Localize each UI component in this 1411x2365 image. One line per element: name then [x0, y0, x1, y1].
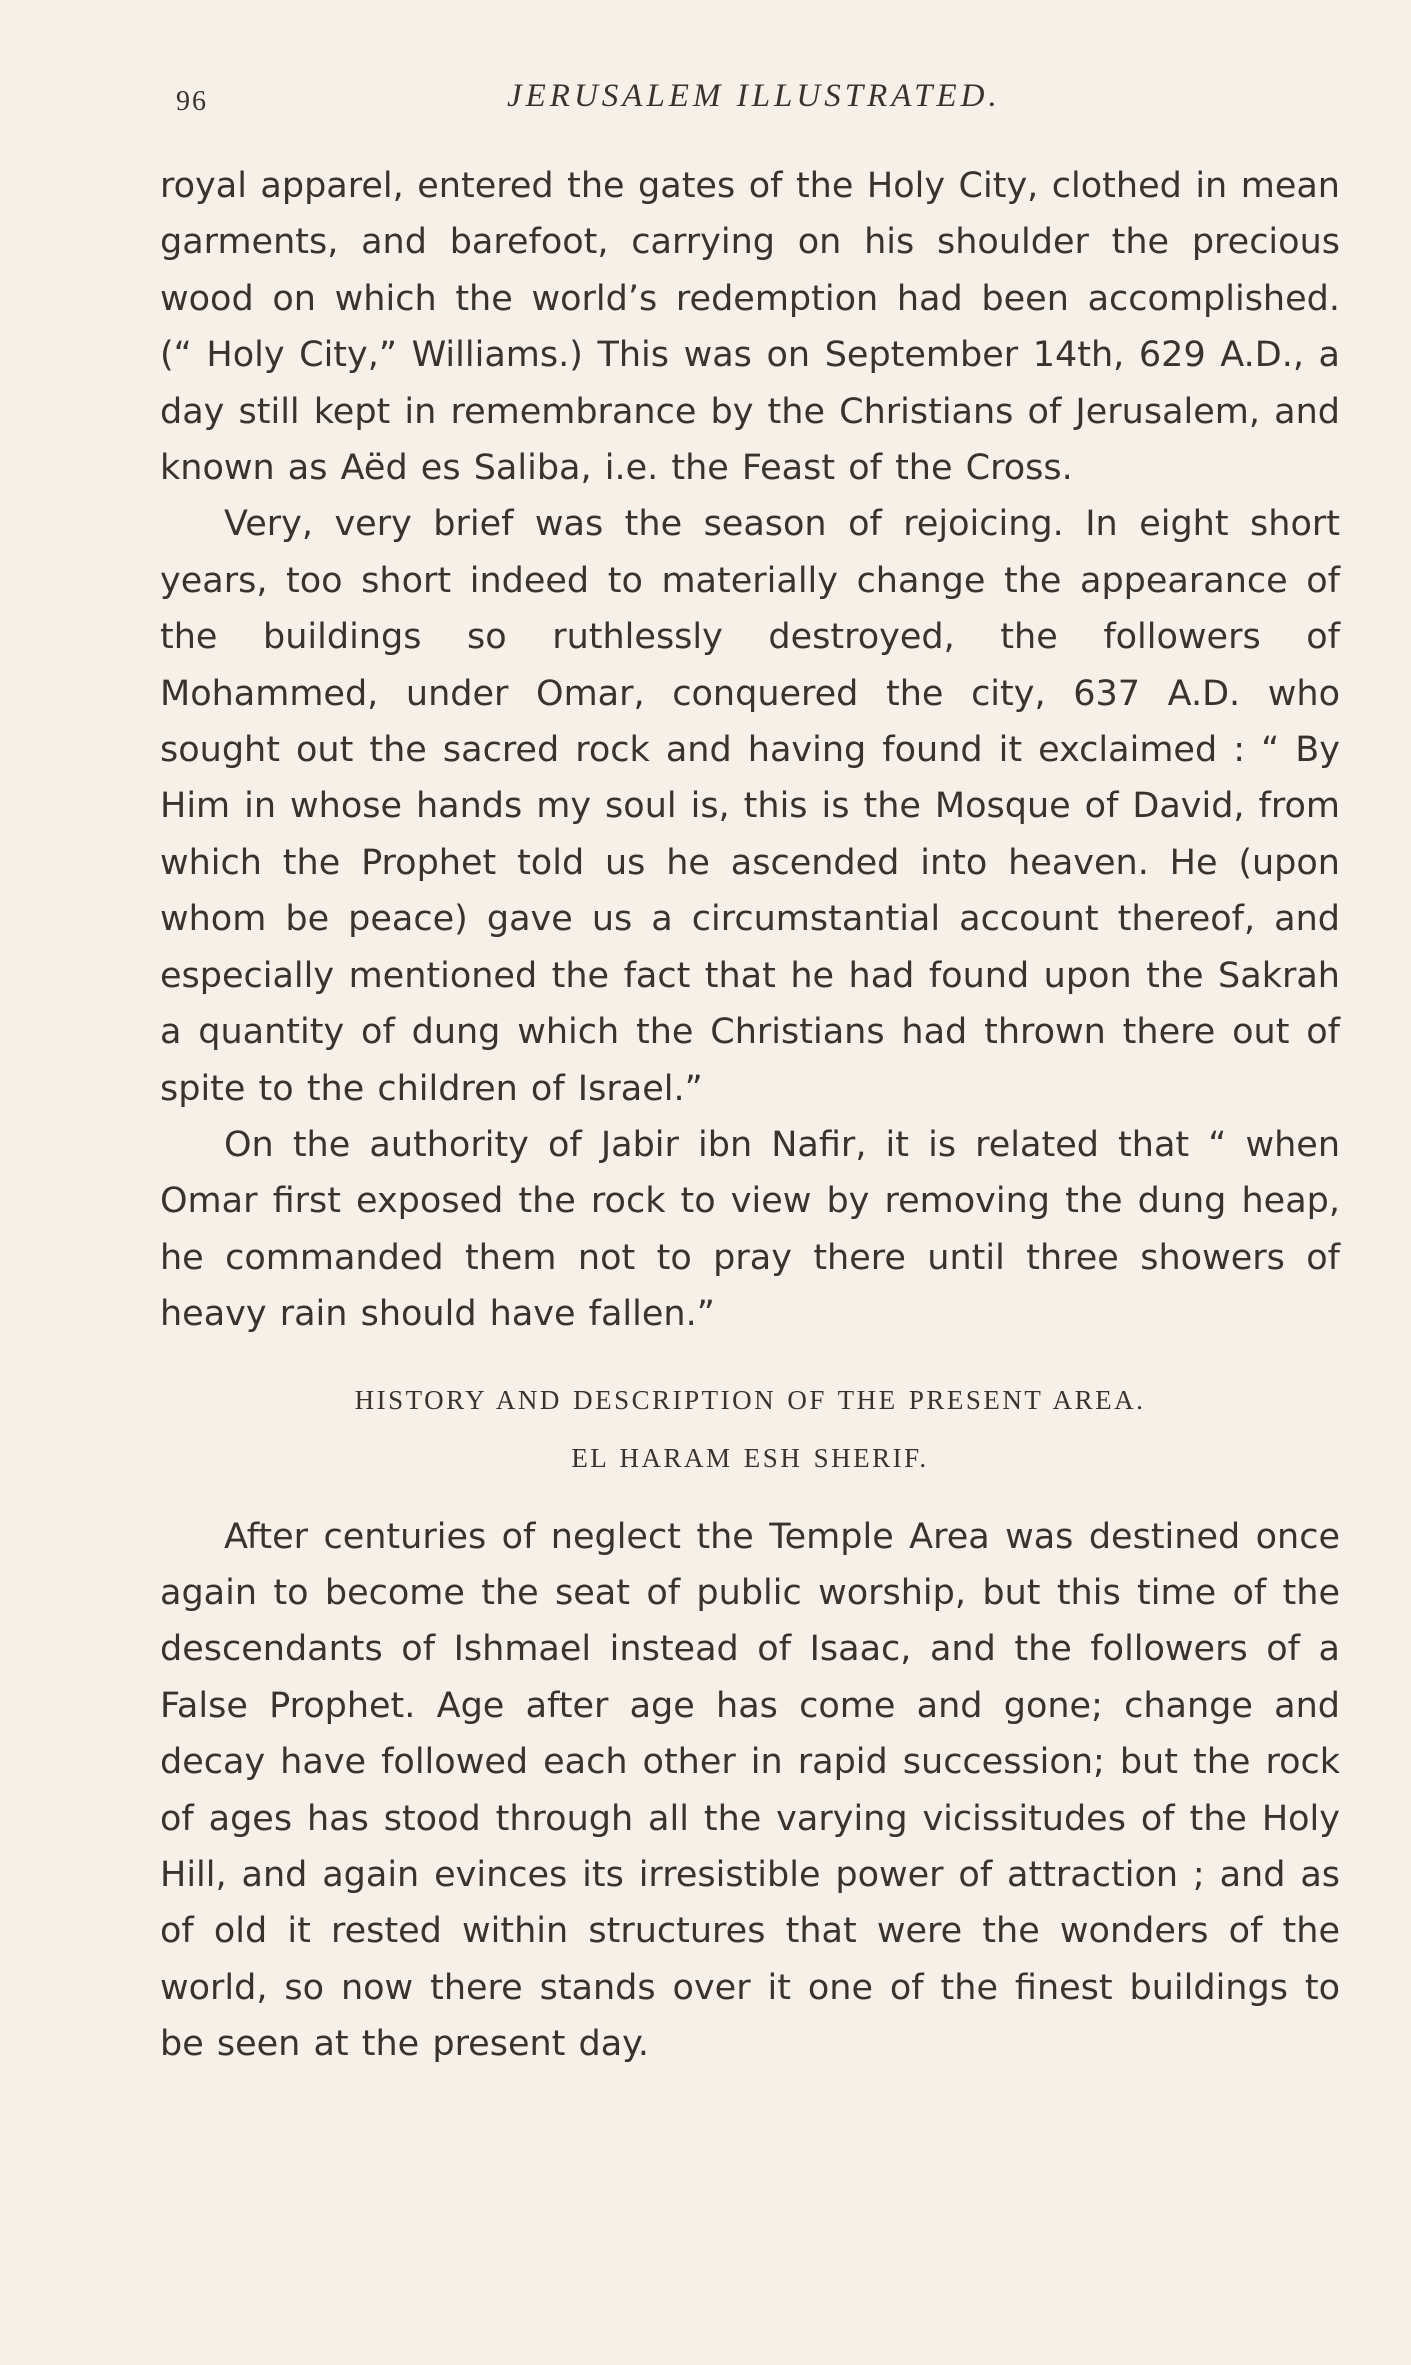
- running-title: JERUSALEM ILLUSTRATED.: [507, 78, 1001, 114]
- paragraph-rejoicing: Very, very brief was the season of rejoicing. In eight short years, too short indeed to materially change the appearance of the buildings so ruthlessly destroyed, the followers of Mohammed, under Omar, conquered the city, 637 A.D. who sought out the sacred rock and having found it exclaimed : “ By Him in whose hands my soul is, this is the Mosque of David, from which the Prophet told us he ascended into heaven. He (upon whom be peace) gave us a circumstantial account thereof, and especially mentioned the fact that he had found upon the Sakrah a quantity of dung which the Christians had thrown there out of spite to the children of Israel.”: [160, 504, 1340, 1109]
- section-heading: HISTORY AND DESCRIPTION OF THE PRESENT AREA.: [354, 1384, 1146, 1415]
- paragraph-continued: royal apparel, entered the gates of the Holy City, clothed in mean garments, and barefoot, carrying on his shoulder the precious wood on which the world’s redemption had been accomplished. (“ Holy City,” Williams.) This was on September 14th, 629 A.D., a day still kept in remembrance by the Christians of Jerusalem, and known as Aëd es Saliba, i.e. the Feast of the Cross.: [160, 166, 1340, 489]
- paragraph-jabir: On the authority of Jabir ibn Nafir, it is related that “ when Omar first exposed the rock to view by removing the dung heap, he commanded them not to pray there until three showers of heavy rain should have fallen.”: [160, 1124, 1340, 1335]
- section-subheading: EL HARAM ESH SHERIF.: [571, 1442, 929, 1473]
- paragraph-temple-area: After centuries of neglect the Temple Area was destined once again to become the seat of public worship, but this time of the descendants of Ishmael instead of Isaac, and the followers of a False Prophet. Age after age has come and gone; change and decay have followed each other in rapid succession; but the rock of ages has stood through all the varying vicissitudes of the Holy Hill, and again evinces its irresistible power of attraction ; and as of old it rested within structures that were the wonders of the world, so now there stands over it one of the finest buildings to be seen at the present day.: [160, 1516, 1340, 2065]
- running-head: [176, 78, 1276, 128]
- body-text: [160, 158, 1340, 2073]
- page-number: 96: [176, 86, 208, 117]
